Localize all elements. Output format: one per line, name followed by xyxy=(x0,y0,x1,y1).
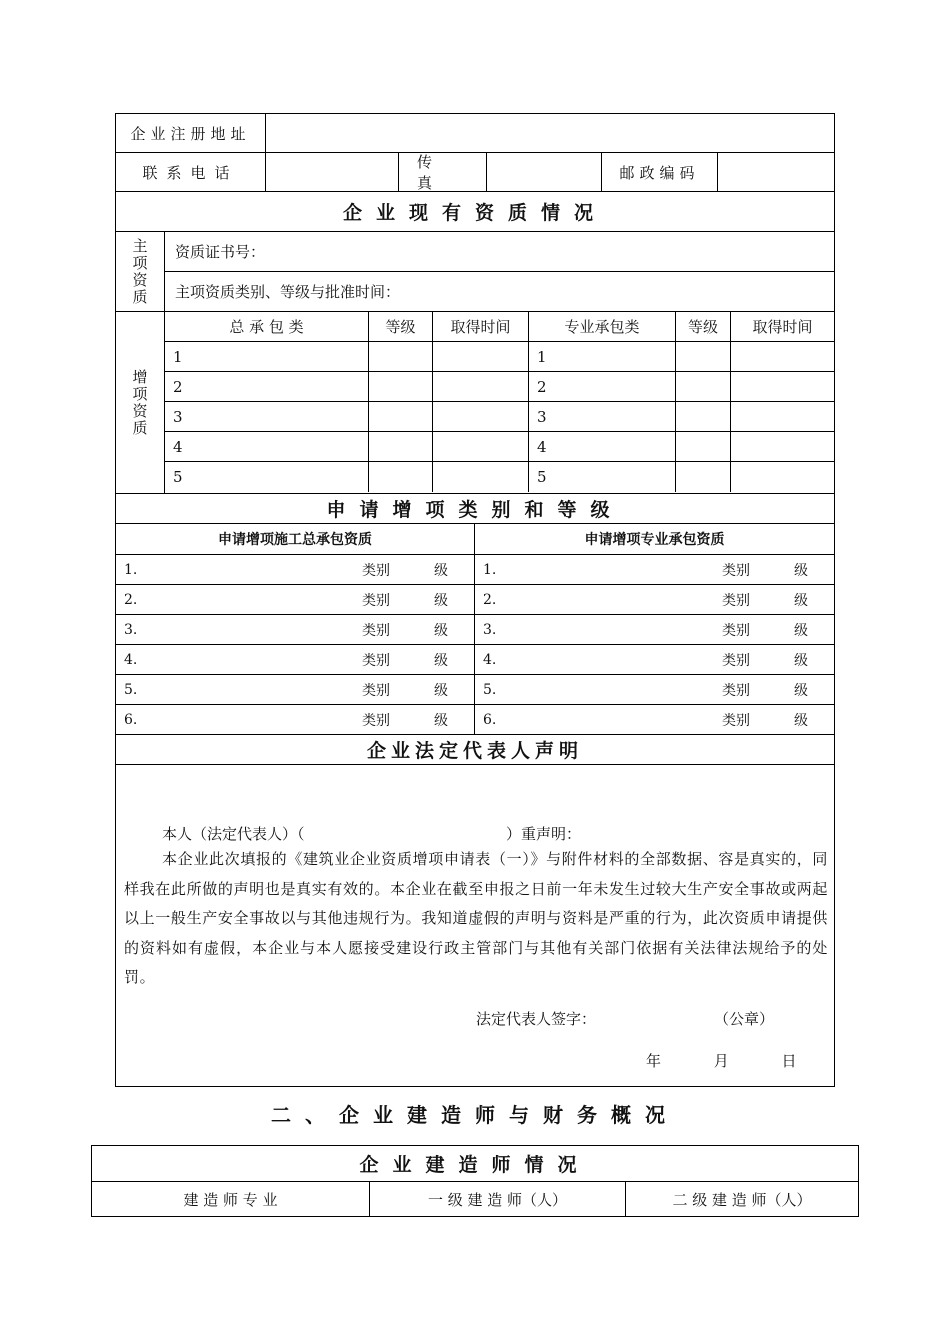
signature-label: 法定代表人签字： xyxy=(476,1010,597,1028)
apply-row xyxy=(115,705,835,735)
main-desc-row xyxy=(165,272,834,311)
apply-left-cell[interactable] xyxy=(116,645,475,674)
general-level-field[interactable] xyxy=(369,432,433,461)
apply-row-number: 1. xyxy=(483,561,497,578)
apply-general-header: 申请增项施工总承包资质 xyxy=(116,524,475,554)
apply-row-number: 2. xyxy=(124,591,138,608)
apply-row-number: 6. xyxy=(483,711,497,728)
level-label: 级 xyxy=(434,592,448,609)
additional-row xyxy=(165,342,834,372)
cert-number-label: 资质证书号： xyxy=(175,243,266,261)
apply-right-cell[interactable] xyxy=(475,705,834,734)
general-level-field[interactable] xyxy=(369,402,433,431)
level-label: 级 xyxy=(794,682,808,699)
special-time-field[interactable] xyxy=(731,432,834,461)
declaration-title: 企业法定代表人声明 xyxy=(366,740,583,762)
first-class-header: 一 级 建 造 师（人） xyxy=(369,1182,625,1216)
special-level-field[interactable] xyxy=(676,342,731,371)
special-row-number: 2 xyxy=(529,372,676,401)
contact-row xyxy=(115,153,835,192)
apply-right-cell[interactable] xyxy=(475,555,834,584)
apply-row xyxy=(115,675,835,705)
level-label: 级 xyxy=(434,652,448,669)
special-time-field[interactable] xyxy=(731,342,834,371)
declaration-paragraph: 本企业此次填报的《建筑业企业资质增项申请表（一）》与附件材料的全部数据、容是真实的，同样我在此所做的声明也是真实有效的。本企业在截至申报之日前一年未发生过较大生产安全事故或两起以上一般生产安全事故以与其他违规行为。我知道虚假的声明与资料是严重的行为，此次资质申请提供的资料如有虚假，本企业与本人愿接受建设行政主管部门与其他有关部门依据有关法律法规给予的处罚。 xyxy=(124,850,828,986)
apply-left-cell[interactable] xyxy=(116,615,475,644)
category-label: 类别 xyxy=(362,562,390,579)
declaration-body xyxy=(115,765,835,1087)
level-label: 级 xyxy=(434,712,448,729)
general-row-number: 2 xyxy=(165,372,369,401)
apply-row-number: 1. xyxy=(124,561,138,578)
general-time-field[interactable] xyxy=(433,402,529,431)
apply-row-number: 3. xyxy=(124,621,138,638)
special-row-number: 5 xyxy=(529,462,676,492)
declaration-line1-prefix: 本人（法定代表人）（ xyxy=(162,825,305,843)
additional-qualification-label: 增项资质 xyxy=(130,368,149,437)
apply-right-cell[interactable] xyxy=(475,675,834,704)
builder-title-row xyxy=(91,1145,859,1182)
general-contract-header: 总 承 包 类 xyxy=(165,312,369,341)
apply-right-cell[interactable] xyxy=(475,585,834,614)
special-row-number: 3 xyxy=(529,402,676,431)
declaration-line1-suffix: ）重声明： xyxy=(506,825,582,843)
additional-row xyxy=(165,372,834,402)
special-time-field[interactable] xyxy=(731,372,834,401)
time-header: 取得时间 xyxy=(433,312,529,341)
address-label: 企业注册地址 xyxy=(130,124,251,143)
general-time-field[interactable] xyxy=(433,372,529,401)
builder-major-header: 建 造 师 专 业 xyxy=(183,1190,278,1209)
builder-header-row xyxy=(91,1182,859,1217)
level-label: 级 xyxy=(434,682,448,699)
apply-left-cell[interactable] xyxy=(116,705,475,734)
seal-label: （公章） xyxy=(714,1010,775,1028)
builder-table-title: 企业建造师情况 xyxy=(359,1154,591,1176)
general-level-field[interactable] xyxy=(369,342,433,371)
category-label: 类别 xyxy=(722,562,750,579)
apply-row xyxy=(115,645,835,675)
level-label: 级 xyxy=(794,592,808,609)
category-label: 类别 xyxy=(722,652,750,669)
special-level-field[interactable] xyxy=(676,462,731,492)
date-label: 年 月 日 xyxy=(646,1052,821,1070)
general-time-field[interactable] xyxy=(433,432,529,461)
apply-special-header: 申请增项专业承包资质 xyxy=(584,532,725,548)
category-label: 类别 xyxy=(722,712,750,729)
level-label: 级 xyxy=(794,712,808,729)
phone-field[interactable] xyxy=(265,153,398,191)
address-row xyxy=(115,113,835,153)
fax-field[interactable] xyxy=(486,153,601,191)
declaration-line1 xyxy=(162,823,582,844)
postcode-field[interactable] xyxy=(717,153,834,191)
apply-right-cell[interactable] xyxy=(475,615,834,644)
category-label: 类别 xyxy=(362,712,390,729)
apply-title-row xyxy=(115,494,835,524)
level-header: 等级 xyxy=(369,312,433,341)
special-level-field[interactable] xyxy=(676,432,731,461)
level-label: 级 xyxy=(794,652,808,669)
apply-row-number: 4. xyxy=(124,651,138,668)
apply-left-cell[interactable] xyxy=(116,585,475,614)
general-time-field[interactable] xyxy=(433,462,529,492)
apply-header-row xyxy=(115,524,835,555)
category-label: 类别 xyxy=(362,622,390,639)
additional-row xyxy=(165,432,834,462)
additional-row xyxy=(165,402,834,432)
apply-row xyxy=(115,555,835,585)
special-row-number: 4 xyxy=(529,432,676,461)
apply-title: 申请增项类别和等级 xyxy=(326,499,624,521)
apply-row-number: 4. xyxy=(483,651,497,668)
qualification-title: 企业现有资质情况 xyxy=(342,202,607,224)
category-label: 类别 xyxy=(722,592,750,609)
apply-row xyxy=(115,615,835,645)
level-label: 级 xyxy=(794,622,808,639)
general-row-number: 4 xyxy=(165,432,369,461)
time2-header: 取得时间 xyxy=(752,318,813,336)
address-field[interactable] xyxy=(265,114,834,152)
category-label: 类别 xyxy=(362,652,390,669)
postcode-label: 邮政编码 xyxy=(601,153,717,191)
apply-row-number: 2. xyxy=(483,591,497,608)
main-qualification-side xyxy=(116,232,165,311)
level-label: 级 xyxy=(434,562,448,579)
category-label: 类别 xyxy=(722,682,750,699)
general-row-number: 1 xyxy=(165,342,369,371)
apply-row xyxy=(115,585,835,615)
apply-right-cell[interactable] xyxy=(475,645,834,674)
second-class-header: 二 级 建 造 师（人） xyxy=(625,1182,858,1216)
category-label: 类别 xyxy=(722,622,750,639)
additional-qualification-block xyxy=(115,312,835,494)
application-form xyxy=(115,113,835,1087)
special-time-field[interactable] xyxy=(731,462,834,492)
main-desc-label: 主项资质类别、等级与批准时间： xyxy=(175,283,401,301)
builder-table xyxy=(91,1145,859,1217)
fax-label: 传真 xyxy=(398,153,486,191)
apply-left-cell[interactable] xyxy=(116,675,475,704)
section2-title: 二、企业建造师与财务概况 xyxy=(271,1103,679,1127)
level2-header: 等级 xyxy=(676,312,731,341)
phone-label: 联系电话 xyxy=(142,163,239,182)
apply-row-number: 5. xyxy=(124,681,138,698)
special-row-number: 1 xyxy=(529,342,676,371)
category-label: 类别 xyxy=(362,592,390,609)
general-row-number: 3 xyxy=(165,402,369,431)
additional-row xyxy=(165,462,834,492)
apply-row-number: 6. xyxy=(124,711,138,728)
cert-number-row xyxy=(165,232,834,272)
special-level-field[interactable] xyxy=(676,372,731,401)
apply-row-number: 3. xyxy=(483,621,497,638)
level-label: 级 xyxy=(434,622,448,639)
level-label: 级 xyxy=(794,562,808,579)
declaration-title-row xyxy=(115,735,835,765)
additional-header-row xyxy=(165,312,834,342)
additional-qualification-side xyxy=(116,312,165,493)
qualification-title-row xyxy=(115,192,835,232)
general-level-field[interactable] xyxy=(369,372,433,401)
apply-row-number: 5. xyxy=(483,681,497,698)
general-level-field[interactable] xyxy=(369,462,433,492)
general-row-number: 5 xyxy=(165,462,369,492)
special-level-field[interactable] xyxy=(676,402,731,431)
category-label: 类别 xyxy=(362,682,390,699)
general-time-field[interactable] xyxy=(433,342,529,371)
main-qualification-block xyxy=(115,232,835,312)
special-contract-header: 专业承包类 xyxy=(529,312,676,341)
apply-left-cell[interactable] xyxy=(116,555,475,584)
special-time-field[interactable] xyxy=(731,402,834,431)
main-qualification-label: 主项资质 xyxy=(130,237,149,306)
